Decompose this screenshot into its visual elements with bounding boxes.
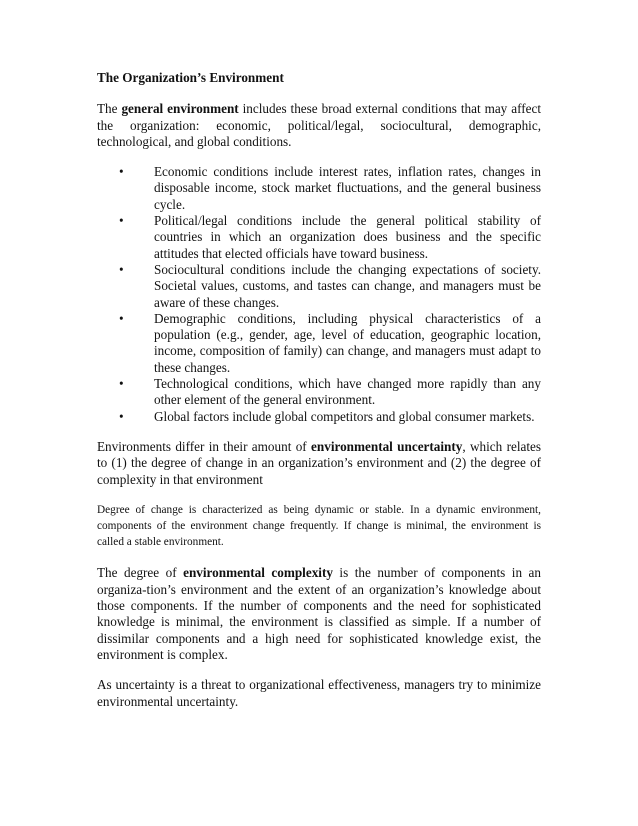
complexity-post: is the number of components in an organiza-tion’s environment and the extent of an organization’s knowledge about those components. If the number of components and the need for sophisticated knowledge is minimal, the environment is classified as simple. If a number of dissimilar components and a high need for sophisticated knowledge exist, the environment is complex. bbox=[97, 565, 541, 662]
bullet-icon: • bbox=[119, 261, 124, 277]
environmental-uncertainty-term: environmental uncertainty bbox=[311, 438, 463, 454]
bullet-icon: • bbox=[119, 164, 124, 180]
complexity-pre: The degree of bbox=[97, 565, 184, 581]
list-item-text: Global factors include global competitors and global consumer markets. bbox=[154, 408, 535, 424]
general-environment-paragraph bbox=[97, 101, 541, 150]
list-item-text: Sociocultural conditions include the changing expectations of society. Societal values, customs, and tastes can change, and managers must be aware of these changes. bbox=[154, 261, 541, 310]
list-item-economic bbox=[97, 164, 541, 213]
list-item-text: Technological conditions, which have changed more rapidly than any other element of the general environment. bbox=[154, 376, 541, 408]
environmental-complexity-term: environmental complexity bbox=[183, 565, 333, 581]
list-item-sociocultural bbox=[97, 262, 541, 311]
bullet-icon: • bbox=[119, 408, 124, 424]
list-item-technological bbox=[97, 376, 541, 409]
list-item-text: Political/legal conditions include the general political stability of countries in which an organization does business and the specific attitudes that elected officials have toward business. bbox=[154, 213, 541, 261]
general-environment-term: general environment bbox=[121, 101, 239, 117]
document-title: The Organization’s Environment bbox=[97, 70, 284, 85]
bullet-icon: • bbox=[119, 310, 124, 326]
list-item-text: Demographic conditions, including physical characteristics of a population (e.g., gender, age, level of education, geographic location, income, composition of family) can change, and managers must adapt to these changes. bbox=[154, 310, 541, 375]
list-item-political bbox=[97, 213, 541, 262]
list-item-text: Economic conditions include interest rates, inflation rates, changes in disposable income, stock market fluctuations, and the general business cycle. bbox=[154, 164, 541, 212]
intro-pre: The bbox=[97, 101, 122, 117]
bullet-icon: • bbox=[119, 213, 124, 229]
uncertainty-pre: Environments differ in their amount of bbox=[97, 438, 312, 454]
uncertainty-paragraph bbox=[97, 439, 541, 488]
environment-conditions-list bbox=[97, 164, 541, 425]
document-page bbox=[97, 70, 541, 710]
list-item-demographic bbox=[97, 311, 541, 376]
closing-paragraph: As uncertainty is a threat to organizational effectiveness, managers try to minimize environmental uncertainty. bbox=[97, 677, 541, 709]
intro-post: includes these broad external conditions that may affect the organization: economic, political/legal, sociocultural, demographic, technological, and global conditions. bbox=[97, 101, 541, 149]
list-item-global bbox=[97, 409, 541, 425]
degree-of-change-note: Degree of change is characterized as being dynamic or stable. In a dynamic environment, components of the environment change frequently. If change is minimal, the environment is called a stable environment. bbox=[97, 503, 541, 549]
uncertainty-post: , which relates to (1) the degree of change in an organization’s environment and (2) the degree of complexity in that environment bbox=[97, 438, 542, 487]
bullet-icon: • bbox=[119, 376, 124, 392]
complexity-paragraph bbox=[97, 565, 541, 663]
